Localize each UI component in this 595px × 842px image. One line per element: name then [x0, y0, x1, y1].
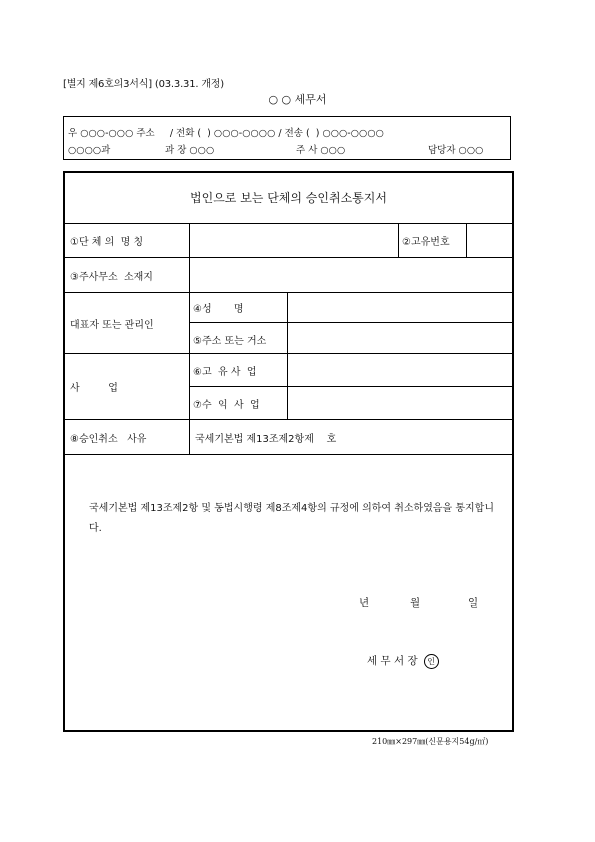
- divider: [189, 223, 190, 454]
- date-day: 일: [468, 597, 479, 609]
- divider: [65, 257, 512, 258]
- contact-person: 담당자 ○○○: [428, 145, 484, 156]
- unique-number-label: ②고유번호: [402, 237, 450, 248]
- profit-business-label: ⑦수 익 사 업: [193, 400, 260, 411]
- date-year: 년: [359, 597, 370, 609]
- tax-office-name: ○ ○ 세무서: [268, 93, 327, 106]
- seal-mark: 인: [424, 654, 439, 669]
- divider: [189, 386, 512, 387]
- name-label: ④성 명: [193, 304, 244, 315]
- representative-label: 대표자 또는 관리인: [70, 320, 154, 331]
- cancel-reason-field[interactable]: 국세기본법 제13조제2항제 호: [195, 434, 337, 445]
- divider: [287, 292, 288, 419]
- date-month: 월: [410, 597, 421, 609]
- notice-body-text: 국세기본법 제13조제2항 및 동법시행령 제8조제4항의 규정에 의하여 취소하였음을 통지합니다.: [89, 503, 495, 534]
- business-label: 사 업: [70, 383, 118, 394]
- officer: 주 사 ○○○: [296, 145, 346, 156]
- paper-spec: 210㎜×297㎜(신문용지54g/㎡): [372, 737, 489, 746]
- department: ○○○○과: [68, 145, 111, 156]
- divider: [65, 353, 512, 354]
- address-line: 우 ○○○-○○○ 주소 / 전화 ( ) ○○○-○○○○ / 전송 ( ) ○○○-○○○○: [68, 128, 384, 139]
- unique-business-label: ⑥고 유 사 업: [193, 367, 257, 378]
- divider: [398, 223, 399, 257]
- divider: [65, 292, 512, 293]
- divider: [65, 419, 512, 420]
- office-location-label: ③주사무소 소재지: [70, 272, 153, 283]
- form-reference: [별지 제6호의3서식] (03.3.31. 개정): [63, 79, 224, 90]
- address-label: ⑤주소 또는 거소: [193, 336, 267, 347]
- notice-form: [63, 171, 514, 732]
- org-name-label: ①단 체 의 명 칭: [70, 237, 144, 248]
- document-title: 법인으로 보는 단체의 승인취소통지서: [190, 191, 387, 205]
- signer-title: 세 무 서 장: [367, 655, 418, 667]
- address-box: [63, 116, 511, 160]
- signature-line: [367, 653, 439, 669]
- divider: [189, 322, 512, 323]
- divider: [65, 223, 512, 224]
- section-manager: 과 장 ○○○: [165, 145, 215, 156]
- cancel-reason-label: ⑧승인취소 사유: [70, 434, 147, 445]
- divider: [65, 454, 512, 455]
- divider: [466, 223, 467, 257]
